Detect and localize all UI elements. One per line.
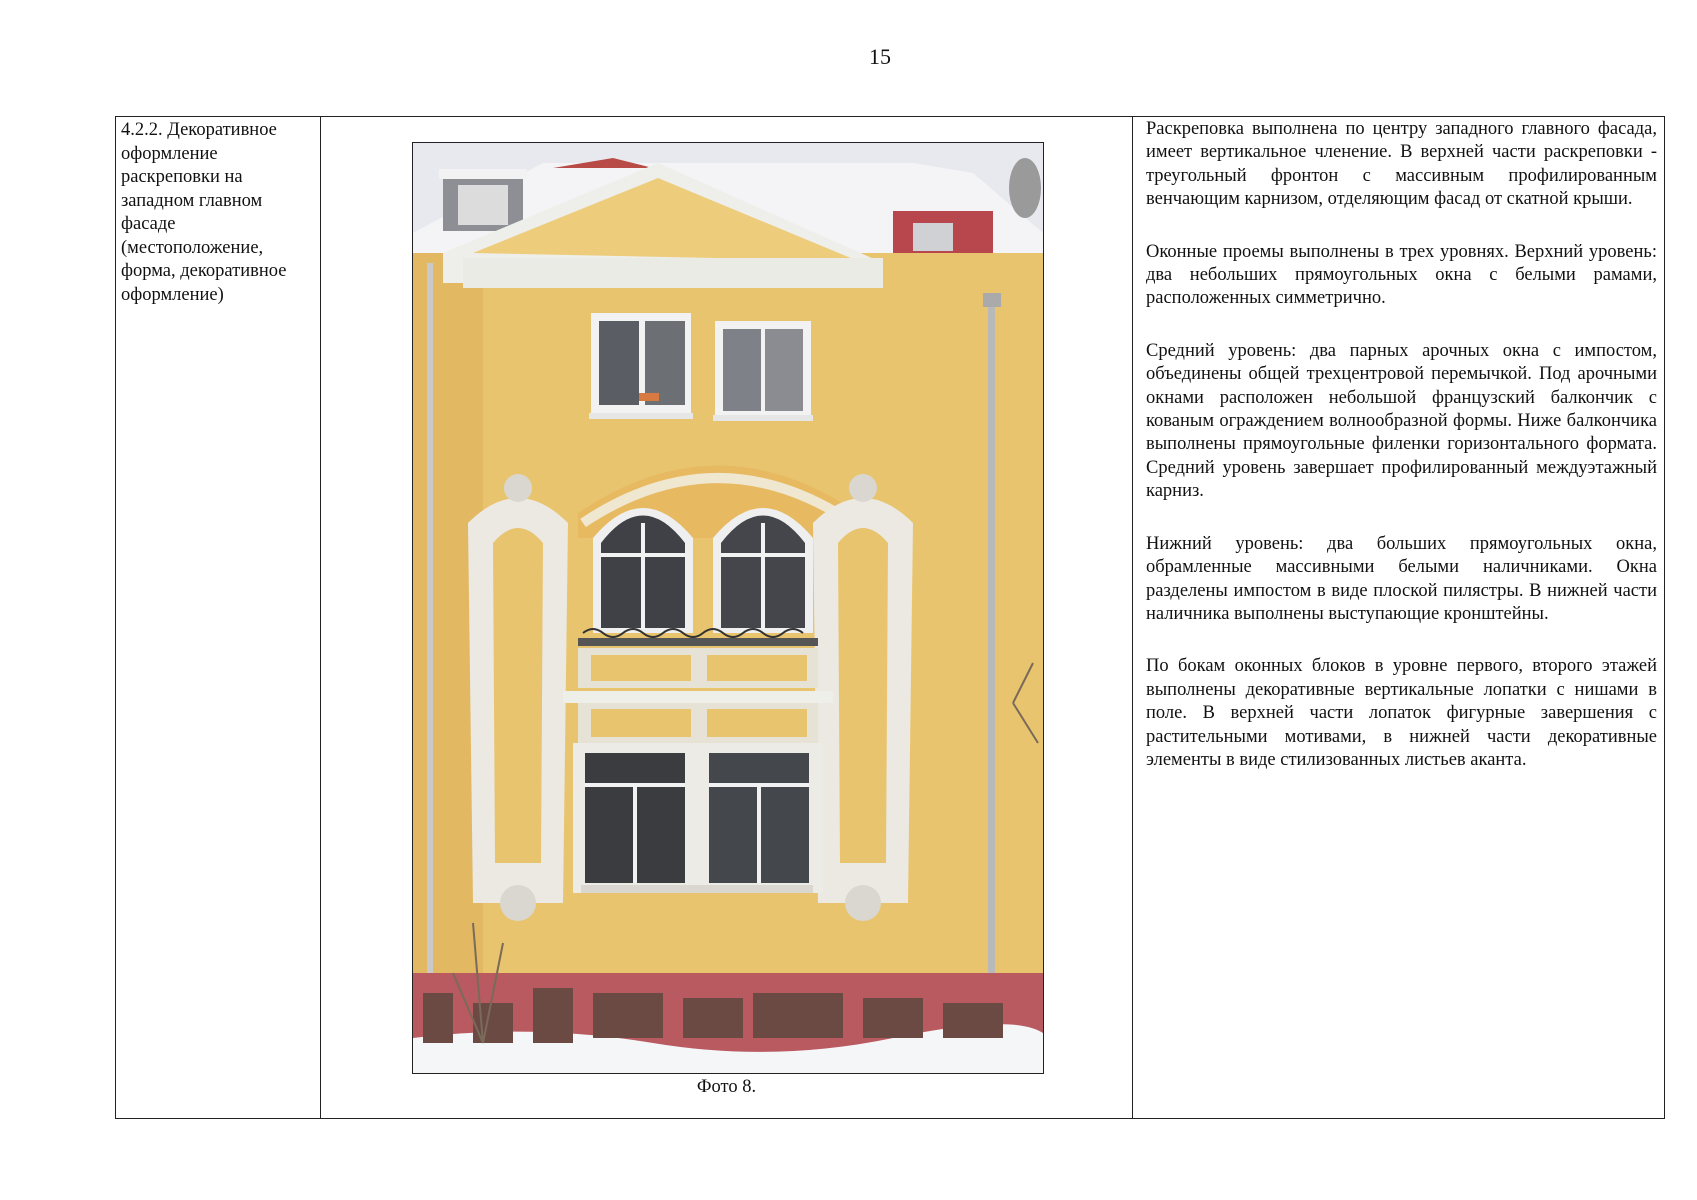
description-paragraph: Средний уровень: два парных арочных окна с импостом, объединены общей трехцентровой перемычкой. Под арочными окнами расположен небольшой французский балкончик с кованым ограждением волнообразной формы. Ниже балкончика выполнены прямоугольные филенки горизонтального формата. Средний уровень завершает профилированный междуэтажный карниз. (1146, 340, 1657, 502)
facade-photo-illustration (413, 143, 1043, 1073)
description-paragraph: По бокам оконных блоков в уровне первого, второго этажей выполнены декоративные вертикальные лопатки с нишами в поле. В верхней части лопаток фигурные завершения с растительными мотивами, в нижней части декоративные элементы в виде стилизованных листьев аканта. (1146, 656, 1657, 770)
description-paragraph: Нижний уровень: два больших прямоугольных окна, обрамленные массивными белыми наличниками. Окна разделены импостом в виде плоской пилястры. В нижней части наличника выполнены выступающие кронштейны. (1146, 533, 1657, 624)
section-label: 4.2.2. Декоративное оформление раскреповки на западном главном фасаде (местоположение, форма, декоративное оформление) (121, 120, 287, 305)
table-row (116, 117, 1665, 1119)
facade-photo (412, 142, 1044, 1074)
description-paragraph: Оконные проемы выполнены в трех уровнях. Верхний уровень: два небольших прямоугольных окна с белыми рамами, расположенных симметрично. (1146, 241, 1657, 309)
description (1133, 117, 1664, 772)
description-cell (1133, 117, 1665, 1119)
document-table (115, 116, 1665, 1119)
label-cell (116, 117, 321, 1119)
page-number: 15 (869, 44, 891, 69)
photo-cell (321, 117, 1133, 1119)
description-paragraph: Раскреповка выполнена по центру западного главного фасада, имеет вертикальное членение. В верхней части раскреповки - треугольный фронтон с массивным профилированным венчающим карнизом, отделяющим фасад от скатной крыши. (1146, 119, 1657, 210)
photo-caption: Фото 8. (696, 1077, 757, 1097)
